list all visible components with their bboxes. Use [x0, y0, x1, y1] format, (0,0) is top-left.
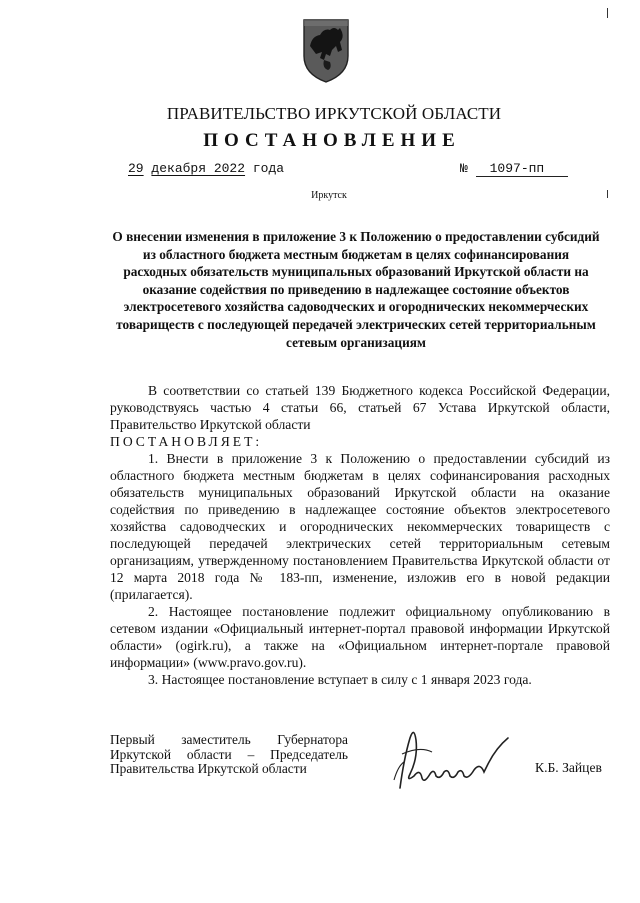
- date-month-year: декабря 2022: [151, 161, 246, 176]
- number-value: 1097-пп: [476, 161, 568, 177]
- item-1: 1. Внести в приложение 3 к Положению о предоставлении субсидий из областного бюджета местным бюджетам в целях софинансирования расходных обязательств муниципальных образований Иркутской области на оказание содействия по приведению в надлежащее состояние объектов электросетевого хозяйства садоводческих и огороднических некоммерческих товариществ с последующей передачей электрических сетей территориальным сетевым организациям, утвержденному постановлением Правительства Иркутской области от 12 марта 2018 года № 183-пп, изменение, изложив его в новой редакции (прилагается).: [110, 451, 610, 602]
- signatory-title-line: Первый заместитель Губернатора: [110, 732, 348, 747]
- document-body: [110, 382, 610, 688]
- signatory-title-line: Правительства Иркутской области: [110, 761, 307, 777]
- city: Иркутск: [311, 190, 347, 201]
- document-number: [460, 161, 568, 177]
- coat-of-arms-icon: [300, 16, 352, 84]
- document-type: ПОСТАНОВЛЕНИЕ: [203, 130, 461, 151]
- scan-mark: [607, 190, 608, 198]
- document-title: О внесении изменения в приложение 3 к Положению о предоставлении субсидий из областного бюджета местным бюджетам в целях софинансирования расходных обязательств муниципальных образований Иркутской области на оказание содействия по приведению в надлежащее состояние объектов электросетевого хозяйства садоводческих и огороднических некоммерческих товариществ с последующей передачей электрических сетей территориальным сетевым организациям: [112, 229, 600, 350]
- date-suffix: года: [252, 161, 285, 176]
- preamble: В соответствии со статьей 139 Бюджетного кодекса Российской Федерации, руководствуясь частью 4 статьи 66, статьей 67 Устава Иркутской области, Правительство Иркутской области: [110, 383, 610, 432]
- document-date: [128, 161, 284, 176]
- signatory-title: [110, 733, 348, 777]
- item-3: 3. Настоящее постановление вступает в силу с 1 января 2023 года.: [148, 672, 532, 687]
- item-2: 2. Настоящее постановление подлежит официальному опубликованию в сетевом издании «Официальный интернет-портал правовой информации Иркутской области» (ogirk.ru), а также на «Официальном интернет-портале правовой информации» (www.pravo.gov.ru).: [110, 604, 610, 670]
- date-day: 29: [128, 161, 144, 176]
- number-sign: №: [460, 161, 468, 176]
- signatory-title-line: Иркутской области – Председатель: [110, 746, 348, 762]
- handwritten-signature-icon: [380, 718, 520, 794]
- government-name: ПРАВИТЕЛЬСТВО ИРКУТСКОЙ ОБЛАСТИ: [166, 104, 502, 123]
- resolution-verb: ПОСТАНОВЛЯЕТ:: [110, 434, 263, 449]
- scan-mark: [607, 8, 608, 18]
- signatory-name: К.Б. Зайцев: [535, 760, 602, 775]
